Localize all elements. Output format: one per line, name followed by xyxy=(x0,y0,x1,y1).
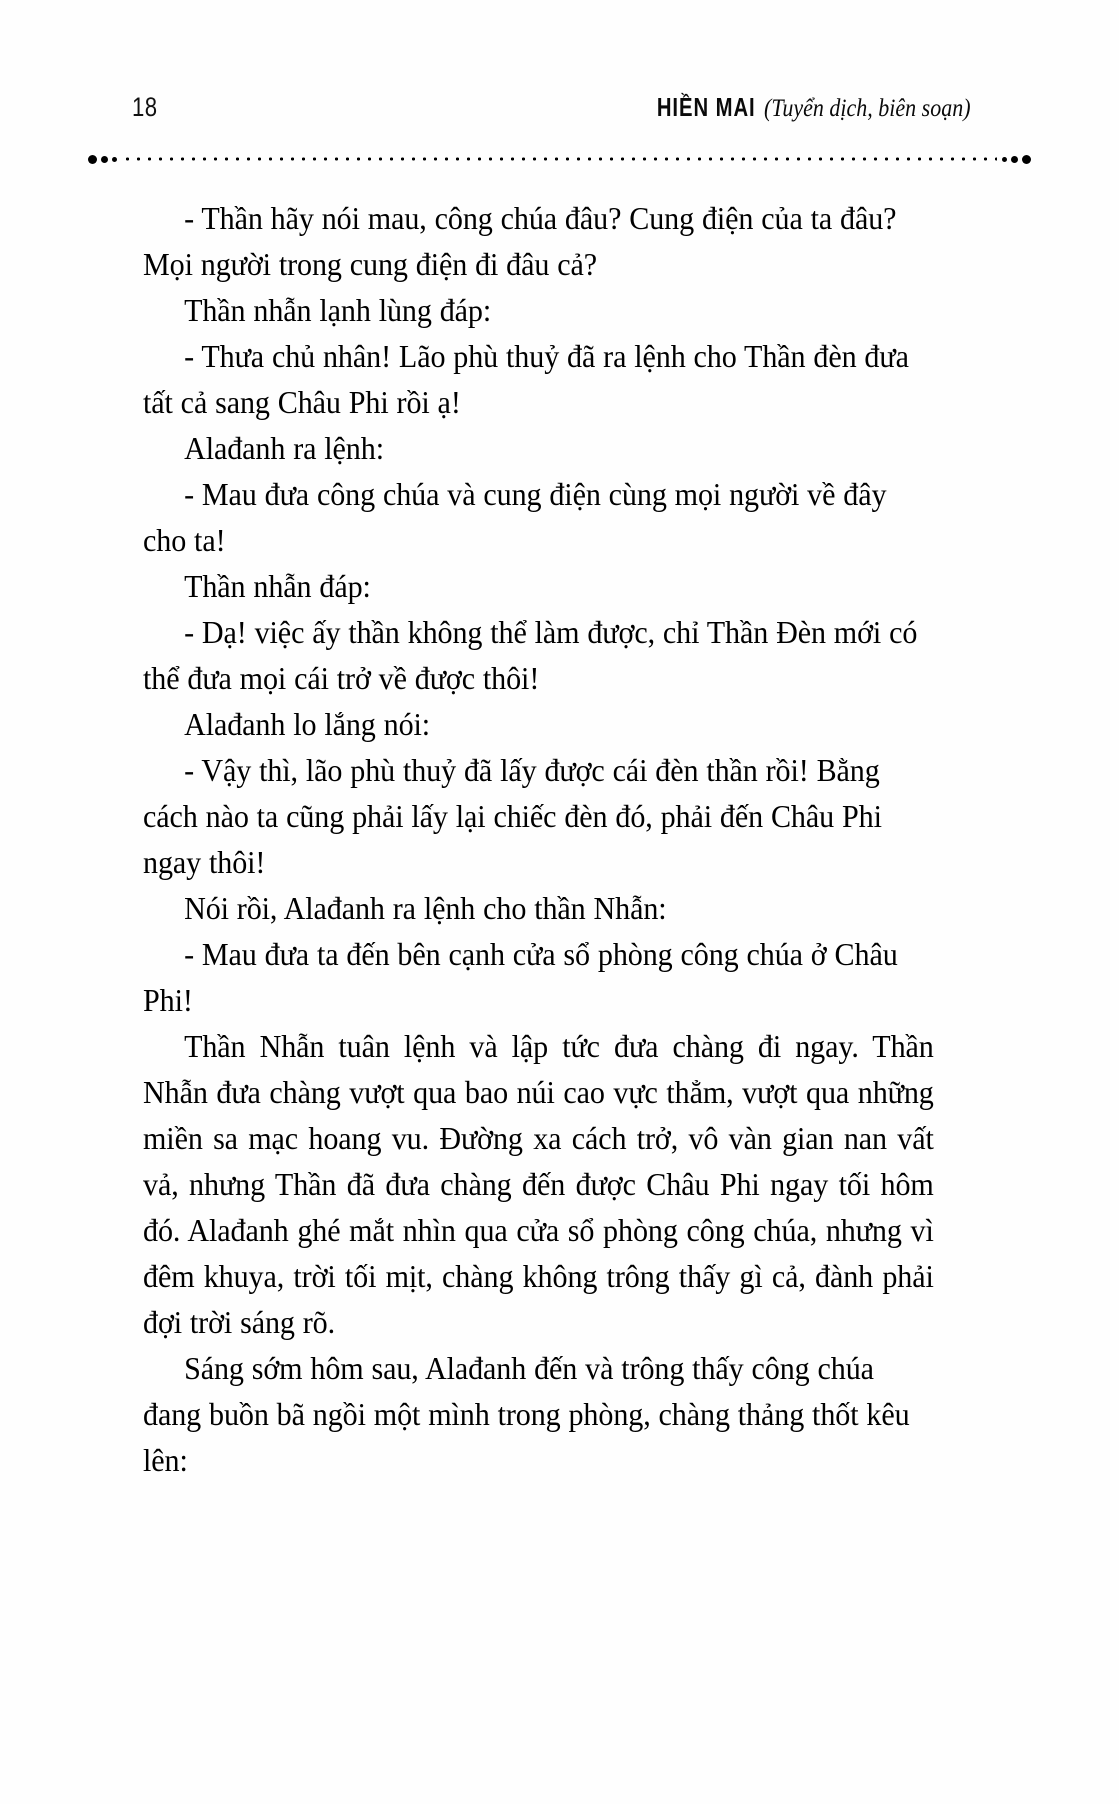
paragraph: Thần nhẫn lạnh lùng đáp: xyxy=(184,293,492,328)
divider-dot-icon xyxy=(88,155,97,164)
divider-dot-icon xyxy=(112,157,117,162)
divider-dotted-line xyxy=(122,157,997,161)
divider-dot-icon xyxy=(101,156,108,163)
page-number: 18 xyxy=(132,92,158,122)
header-author-role: (Tuyển dịch, biên soạn) xyxy=(764,95,971,122)
paragraph: - Mau đưa ta đến bên cạnh cửa sổ phòng công chúa ở Châu Phi! xyxy=(143,937,898,1018)
running-header xyxy=(132,92,999,134)
paragraph: Sáng sớm hôm sau, Alađanh đến và trông thấy công chúa đang buồn bã ngồi một mình trong phòng, chàng thảng thốt kêu lên: xyxy=(143,1351,910,1478)
paragraph: - Vậy thì, lão phù thuỷ đã lấy được cái đèn thần rồi! Bằng cách nào ta cũng phải lấy lại chiếc đèn đó, phải đến Châu Phi ngay thôi! xyxy=(143,753,882,880)
paragraph: - Dạ! việc ấy thần không thể làm được, chỉ Thần Đèn mới có thể đưa mọi cái trở về được thôi! xyxy=(143,615,918,696)
paragraph: - Thần hãy nói mau, công chúa đâu? Cung điện của ta đâu? Mọi người trong cung điện đi đâu cả? xyxy=(143,201,897,282)
header-author-name: HIỀN MAI xyxy=(656,92,756,122)
paragraph: Thần Nhẫn tuân lệnh và lập tức đưa chàng đi ngay. Thần Nhẫn đưa chàng vượt qua bao núi cao vực thẳm, vượt qua những miền sa mạc hoang vu. Đường xa cách trở, vô vàn gian nan vất vả, nhưng Thần đã đưa chàng đến được Châu Phi ngay tối hôm đó. Alađanh ghé mắt nhìn qua cửa sổ phòng công chúa, nhưng vì đêm khuya, trời tối mịt, chàng không trông thấy gì cả, đành phải đợi trời sáng rõ. xyxy=(143,1029,934,1340)
divider-dot-icon xyxy=(1011,156,1018,163)
paragraph: - Thưa chủ nhân! Lão phù thuỷ đã ra lệnh cho Thần đèn đưa tất cả sang Châu Phi rồi ạ! xyxy=(143,339,909,420)
paragraph: Thần nhẫn đáp: xyxy=(184,569,371,604)
divider-left-dots xyxy=(88,155,117,164)
paragraph: - Mau đưa công chúa và cung điện cùng mọi người về đây cho ta! xyxy=(143,477,887,558)
header-title xyxy=(629,92,999,123)
paragraph: Alađanh lo lắng nói: xyxy=(184,707,431,742)
decorative-divider xyxy=(88,152,1031,166)
paragraph: Nói rồi, Alađanh ra lệnh cho thần Nhẫn: xyxy=(184,891,667,926)
divider-dot-icon xyxy=(1002,157,1007,162)
divider-right-dots xyxy=(1002,155,1031,164)
paragraph: Alađanh ra lệnh: xyxy=(184,431,384,466)
divider-dot-icon xyxy=(1022,155,1031,164)
page-body-text xyxy=(143,196,971,1484)
